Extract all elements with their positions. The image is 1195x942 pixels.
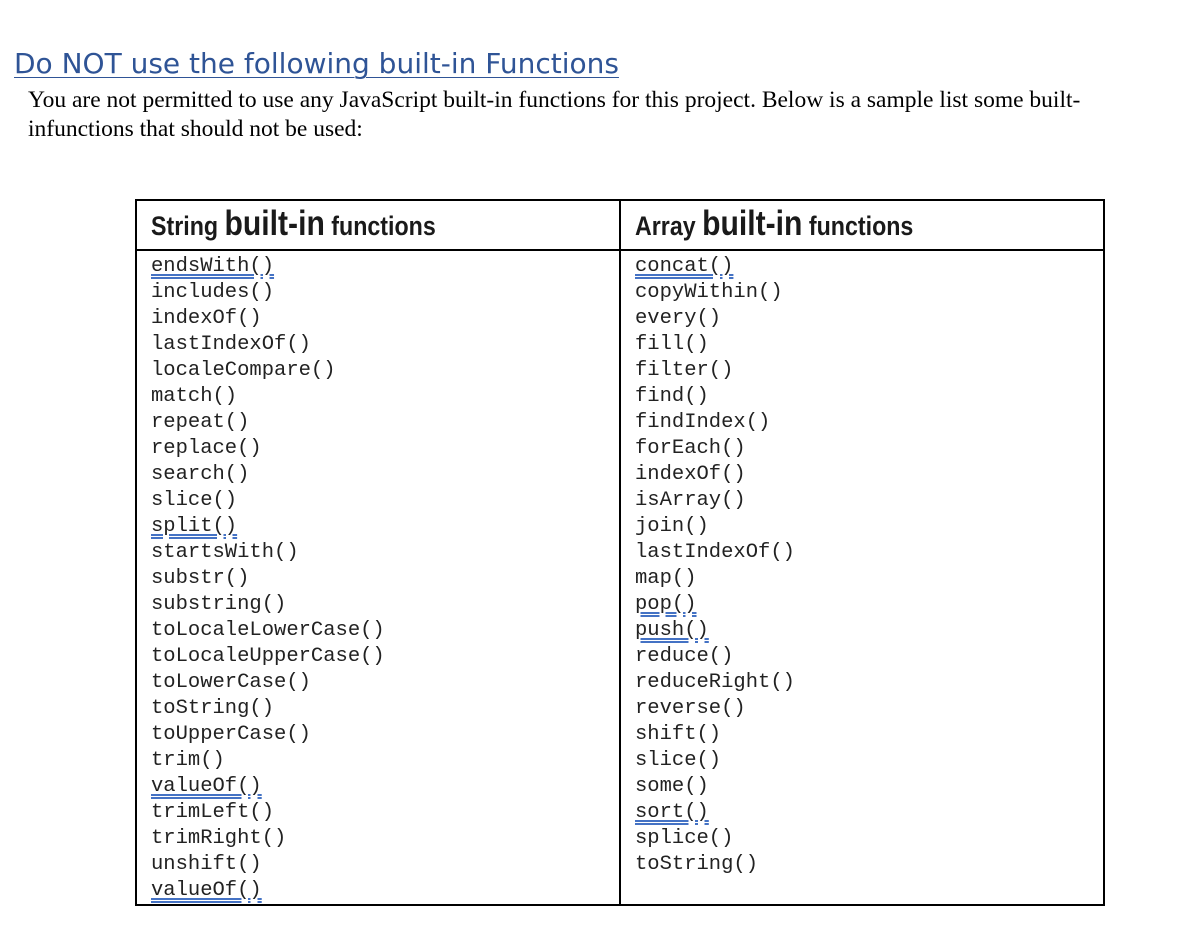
array-function-item: map() — [635, 567, 697, 590]
string-function-item: toUpperCase() — [151, 723, 311, 746]
string-header-suffix: functions — [324, 211, 436, 241]
array-function-item: push() — [635, 619, 709, 642]
array-function-item: findIndex() — [635, 411, 771, 434]
array-function-item: find() — [635, 385, 709, 408]
string-function-item: includes() — [151, 281, 275, 304]
string-header-emphasis: built-in — [224, 204, 325, 243]
array-function-item: join() — [635, 515, 709, 538]
string-function-item: valueOf() — [151, 775, 262, 798]
array-function-item: sort() — [635, 801, 709, 824]
string-function-item: repeat() — [151, 411, 250, 434]
string-function-item: indexOf() — [151, 307, 262, 330]
table-body-row — [136, 250, 1104, 905]
string-function-item: toLowerCase() — [151, 671, 311, 694]
built-in-functions-table — [135, 199, 1105, 906]
string-function-item: slice() — [151, 489, 238, 512]
array-function-item: every() — [635, 307, 722, 330]
string-function-item: trimLeft() — [151, 801, 275, 824]
intro-paragraph: You are not permitted to use any JavaScript built-in functions for this project. Below is a sample list some built-infunctions that should not be used: — [28, 87, 1081, 142]
array-function-item: reduceRight() — [635, 671, 795, 694]
string-function-item: endsWith() — [151, 255, 275, 278]
array-function-item: reduce() — [635, 645, 734, 668]
array-function-item: lastIndexOf() — [635, 541, 795, 564]
array-function-item: pop() — [635, 593, 697, 616]
array-header-prefix: Array — [635, 211, 703, 241]
array-functions-list — [635, 254, 1103, 878]
array-header-suffix: functions — [802, 211, 914, 241]
string-function-item: toLocaleUpperCase() — [151, 645, 385, 668]
string-functions-list — [151, 254, 619, 904]
string-function-item: valueOf() — [151, 879, 262, 902]
string-function-item: startsWith() — [151, 541, 299, 564]
string-header-prefix: String — [151, 211, 225, 241]
array-function-item: forEach() — [635, 437, 746, 460]
string-function-item: substr() — [151, 567, 250, 590]
string-column-header — [136, 200, 620, 250]
array-function-item: filter() — [635, 359, 734, 382]
array-column-header — [620, 200, 1104, 250]
string-function-item: split() — [151, 515, 238, 538]
string-function-item: replace() — [151, 437, 262, 460]
string-function-item: match() — [151, 385, 238, 408]
string-function-item: substring() — [151, 593, 287, 616]
array-function-item: toString() — [635, 853, 759, 876]
array-function-item: splice() — [635, 827, 734, 850]
string-function-item: lastIndexOf() — [151, 333, 311, 356]
array-function-item: some() — [635, 775, 709, 798]
array-function-item: isArray() — [635, 489, 746, 512]
table-header-row — [136, 200, 1104, 250]
array-header-emphasis: built-in — [702, 204, 803, 243]
array-function-item: reverse() — [635, 697, 746, 720]
array-function-item: concat() — [635, 255, 734, 278]
string-function-item: toLocaleLowerCase() — [151, 619, 385, 642]
array-function-item: shift() — [635, 723, 722, 746]
string-functions-cell — [136, 250, 620, 905]
array-function-item: slice() — [635, 749, 722, 772]
string-function-item: unshift() — [151, 853, 262, 876]
array-function-item: indexOf() — [635, 463, 746, 486]
string-function-item: trimRight() — [151, 827, 287, 850]
string-function-item: search() — [151, 463, 250, 486]
array-function-item: copyWithin() — [635, 281, 783, 304]
string-function-item: localeCompare() — [151, 359, 336, 382]
array-function-item: fill() — [635, 333, 709, 356]
array-functions-cell — [620, 250, 1104, 905]
section-heading: Do NOT use the following built-in Functions — [14, 47, 619, 80]
string-function-item: toString() — [151, 697, 275, 720]
string-function-item: trim() — [151, 749, 225, 772]
